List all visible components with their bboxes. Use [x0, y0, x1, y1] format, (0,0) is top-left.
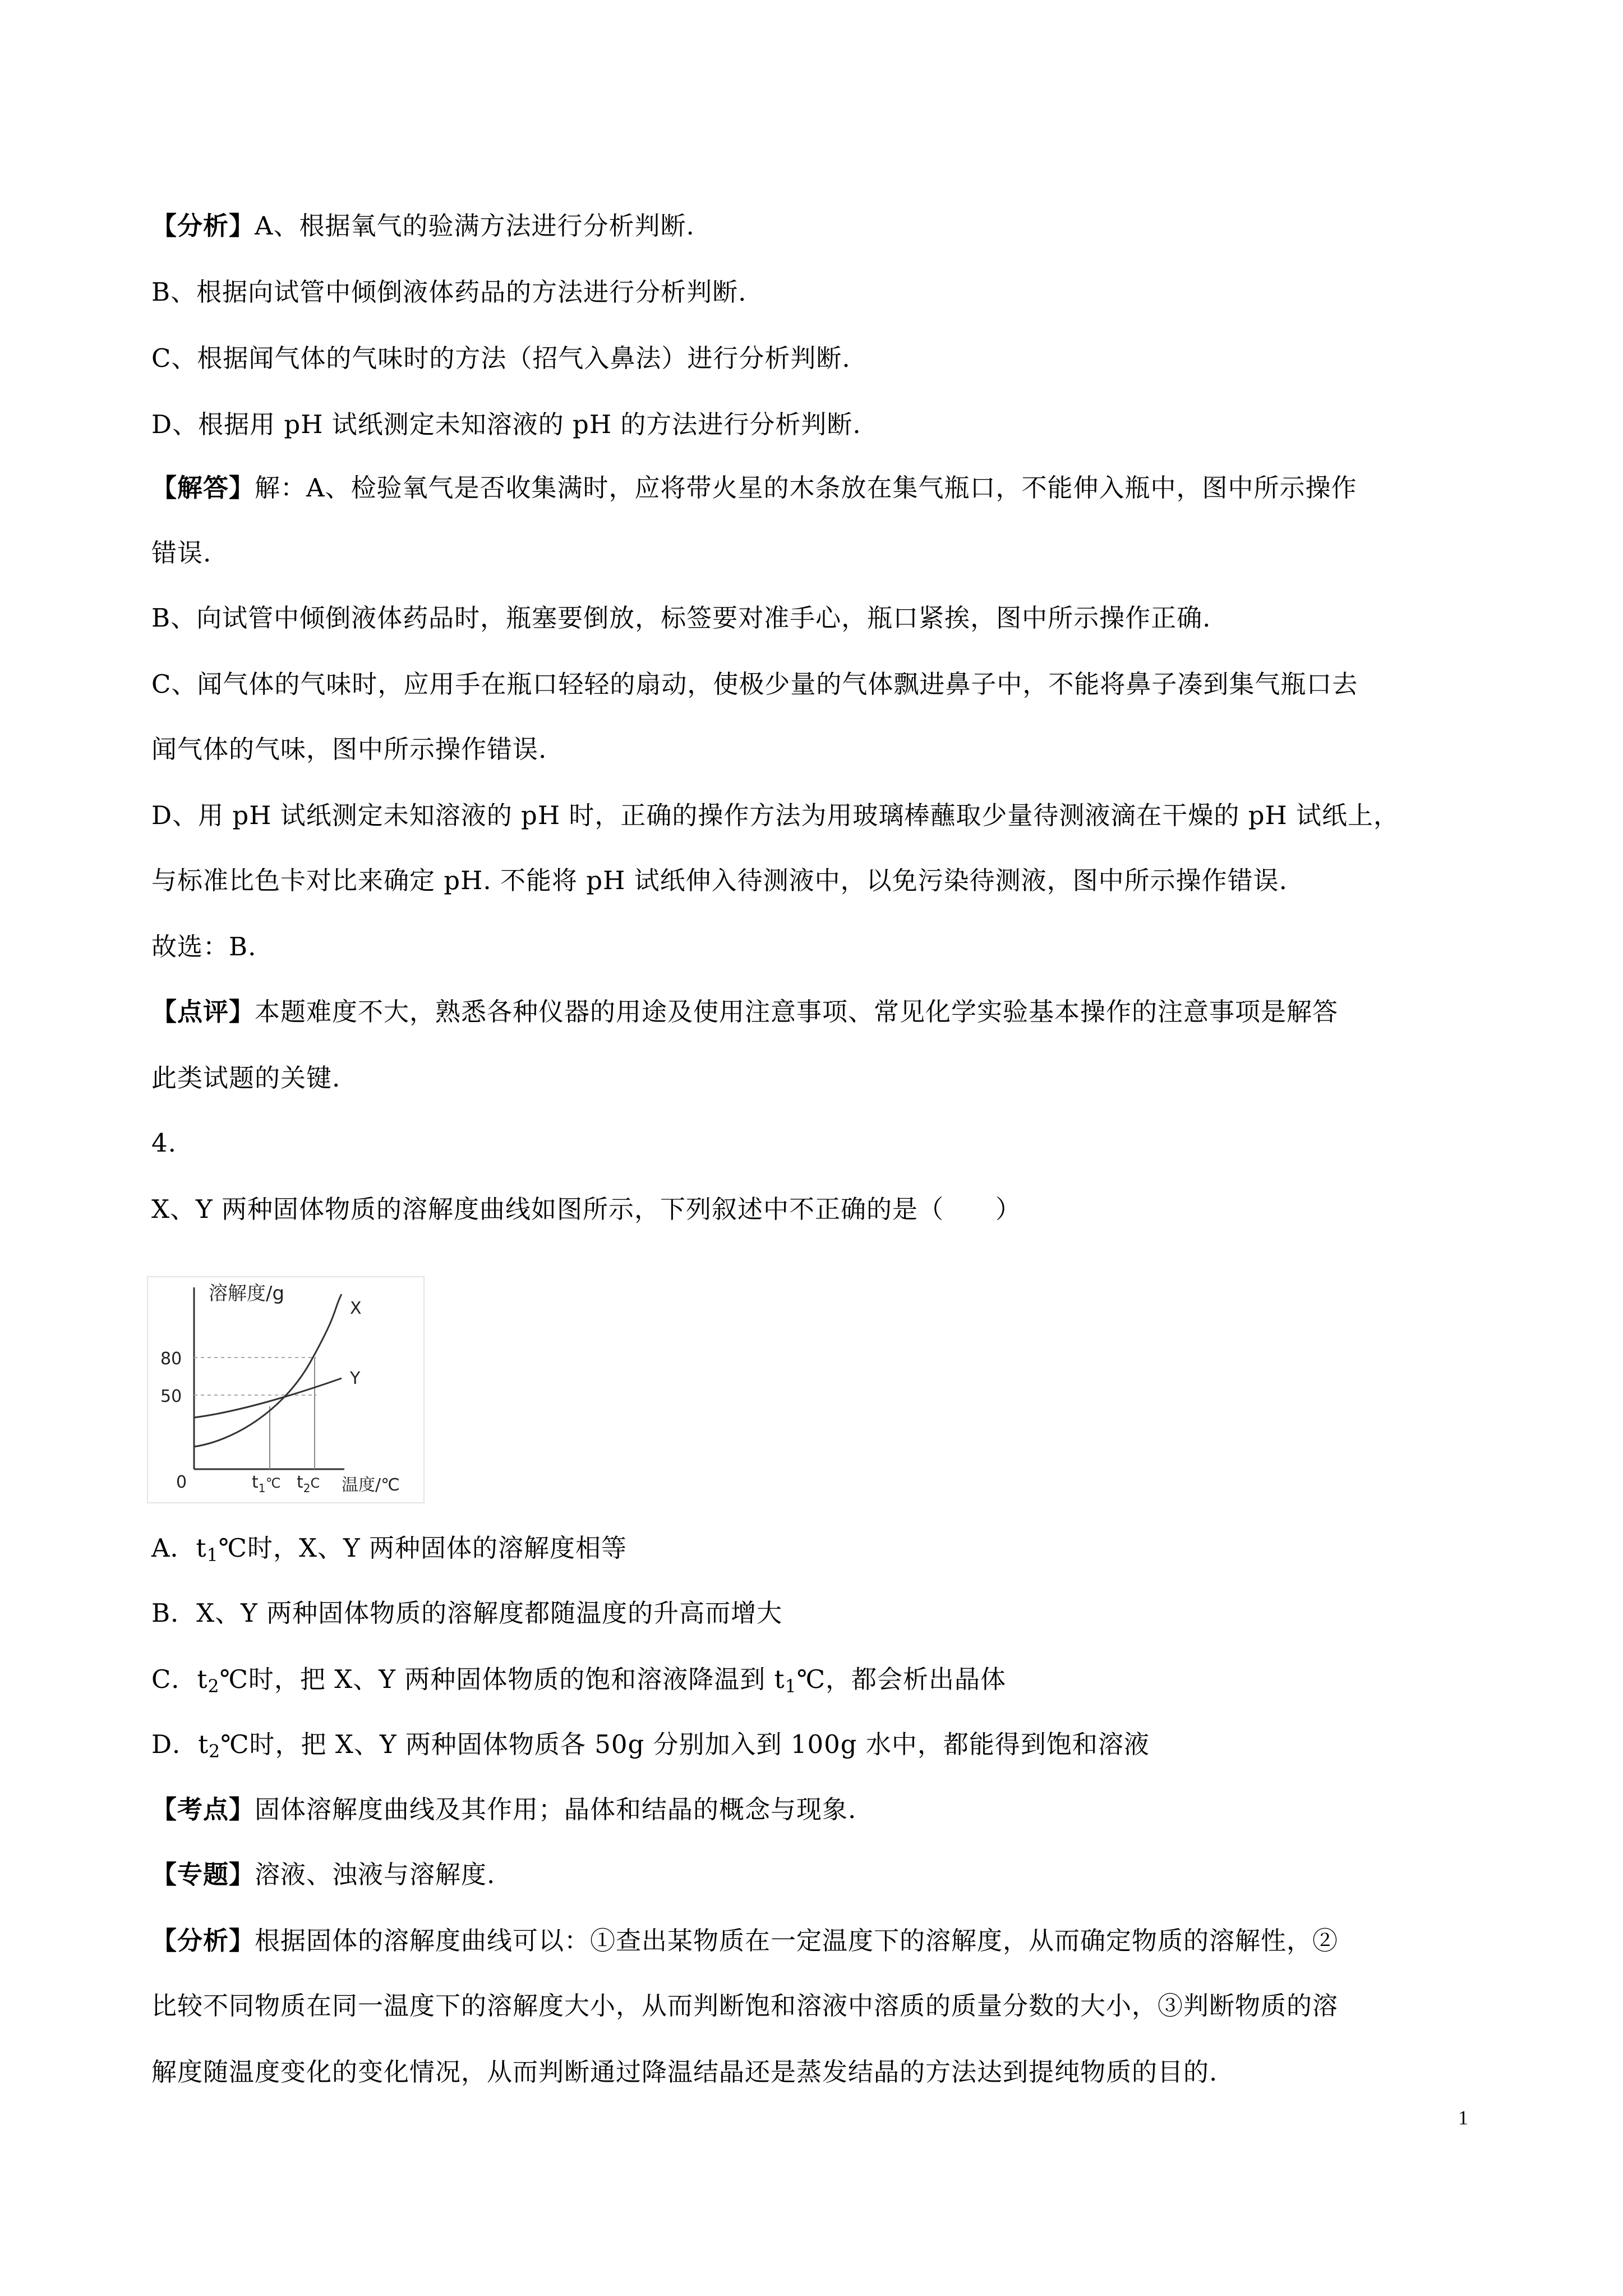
analysis-prev-line-4: D、根据用 pH 试纸测定未知溶液的 pH 的方法进行分析判断.	[151, 409, 861, 439]
kaodian-line: 【考点】固体溶解度曲线及其作用；晶体和结晶的概念与现象.	[151, 1795, 857, 1824]
answer-prev-line-4: C、闻气体的气味时，应用手在瓶口轻轻的扇动，使极少量的气体飘进鼻子中，不能将鼻子凑到集气瓶口去	[151, 669, 1358, 699]
option-b: B．X、Y 两种固体物质的溶解度都随温度的升高而增大	[151, 1598, 783, 1628]
question-number: 4.	[151, 1128, 177, 1158]
analysis-prev-line-1: 【分析】A、根据氧气的验满方法进行分析判断.	[151, 211, 695, 241]
y-axis-label: 溶解度/g	[209, 1282, 285, 1305]
curve-x	[194, 1294, 342, 1447]
tick-80: 80	[160, 1349, 182, 1369]
curve-y-label: Y	[350, 1369, 361, 1388]
tick-t2: $t_2^C$	[297, 1473, 320, 1495]
page-number: 1	[1458, 2106, 1468, 2129]
curve-x-label: X	[350, 1299, 362, 1318]
answer-prev-line-2: 错误.	[151, 538, 212, 568]
option-c: C．$t_2℃$时，把 X、Y 两种固体物质的饱和溶液降温到 $t_1℃$，都会析出晶体	[151, 1664, 1007, 1697]
answer-tag: 【解答】	[151, 473, 255, 503]
analysis-line-1: 【分析】根据固体的溶解度曲线可以：①查出某物质在一定温度下的溶解度，从而确定物质的溶解性，②	[151, 1926, 1339, 1955]
option-d: D．$t_2℃$时，把 X、Y 两种固体物质各 50g 分别加入到 100g 水中，都能得到饱和溶液	[151, 1729, 1150, 1762]
answer-prev-line-3: B、向试管中倾倒液体药品时，瓶塞要倒放，标签要对准手心，瓶口紧挨，图中所示操作正确.	[151, 603, 1211, 633]
answer-prev-line-5: 闻气体的气味，图中所示操作错误.	[151, 734, 547, 764]
answer-prev-line-8: 故选：B.	[151, 932, 257, 961]
zhuanti-tag: 【专题】	[151, 1860, 255, 1889]
comment-prev-line-2: 此类试题的关键.	[151, 1063, 341, 1093]
analysis-line-3: 解度随温度变化的变化情况，从而判断通过降温结晶还是蒸发结晶的方法达到提纯物质的目的.	[151, 2057, 1218, 2087]
analysis-prev-line-2: B、根据向试管中倾倒液体药品的方法进行分析判断.	[151, 277, 747, 307]
option-a: A．$t_1℃$时，X、Y 两种固体的溶解度相等	[151, 1533, 628, 1566]
comment-tag: 【点评】	[151, 997, 255, 1027]
analysis-line-2: 比较不同物质在同一温度下的溶解度大小，从而判断饱和溶液中溶质的质量分数的大小，③判断物质的溶	[151, 1991, 1339, 2021]
solubility-curve-figure	[147, 1276, 425, 1503]
analysis-prev-line-3: C、根据闻气体的气味时的方法（招气入鼻法）进行分析判断.	[151, 343, 851, 373]
tick-t1: $t_1^℃$	[252, 1473, 281, 1495]
origin-label: 0	[176, 1473, 187, 1492]
analysis-tag: 【分析】	[151, 211, 255, 241]
x-axis-label: 温度/℃	[342, 1475, 400, 1495]
answer-prev-line-6: D、用 pH 试纸测定未知溶液的 pH 时，正确的操作方法为用玻璃棒蘸取少量待测液滴在干燥的 pH 试纸上，	[151, 800, 1400, 830]
kaodian-tag: 【考点】	[151, 1795, 255, 1824]
tick-50: 50	[160, 1387, 182, 1406]
analysis-tag-2: 【分析】	[151, 1926, 255, 1955]
zhuanti-line: 【专题】溶液、浊液与溶解度.	[151, 1860, 496, 1889]
answer-prev-line-7: 与标准比色卡对比来确定 pH. 不能将 pH 试纸伸入待测液中，以免污染待测液，图中所示操作错误.	[151, 866, 1288, 895]
comment-prev-line-1: 【点评】本题难度不大，熟悉各种仪器的用途及使用注意事项、常见化学实验基本操作的注意事项是解答	[151, 997, 1339, 1027]
question-stem: X、Y 两种固体物质的溶解度曲线如图所示，下列叙述中不正确的是（ ）	[151, 1194, 1022, 1224]
answer-prev-line-1: 【解答】解：A、检验氧气是否收集满时，应将带火星的木条放在集气瓶口，不能伸入瓶中，图中所示操作	[151, 473, 1357, 503]
